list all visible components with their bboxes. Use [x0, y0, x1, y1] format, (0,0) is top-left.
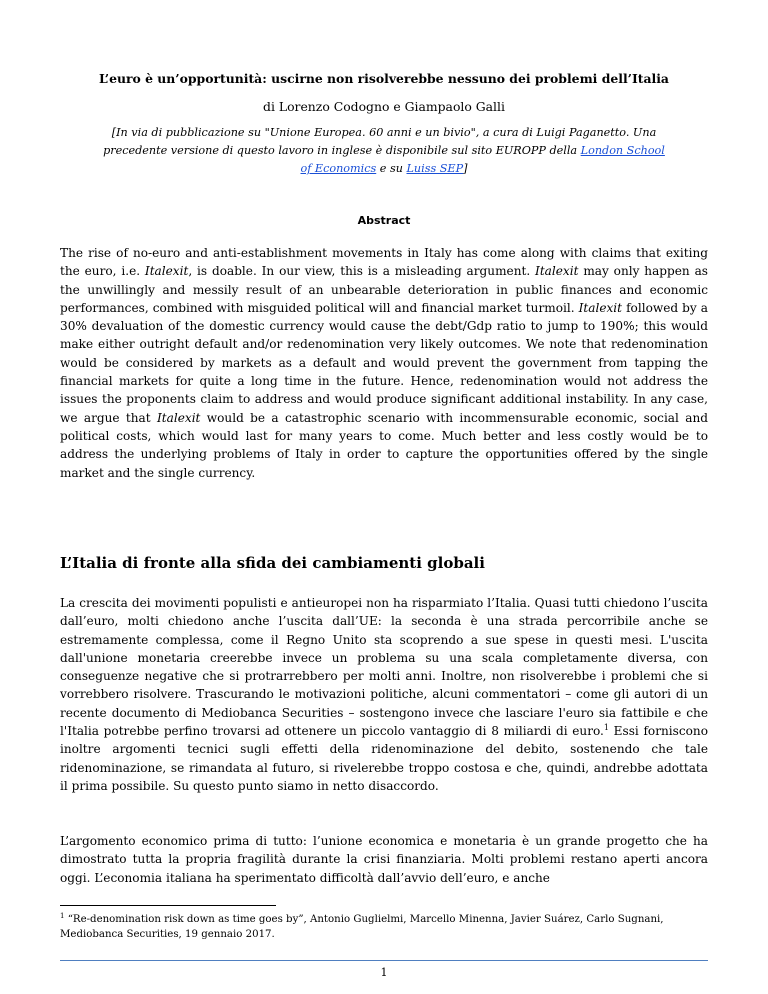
abstract-text: The rise of no-euro and anti-establishment movements in Italy has come along with claims that exiting the euro, i.e.: [60, 246, 708, 279]
body-paragraph: L’argomento economico prima di tutto: l’unione economica e monetaria è un grande progetto che ha dimostrato tutta la propria fragilità durante la crisi finanziaria. Molti problemi restano aperti ancora oggi. L’economia italiana ha sperimentato difficoltà dall’avvio dell’euro, e anche: [60, 834, 708, 885]
publication-note-text: ]: [463, 162, 468, 175]
luiss-sep-link[interactable]: Luiss SEP: [406, 162, 464, 175]
section-heading: L’Italia di fronte alla sfida dei cambiamenti globali: [60, 554, 485, 572]
page-footer-divider: [60, 960, 708, 961]
abstract-emphasis: Italexit: [578, 300, 623, 315]
document-authors: di Lorenzo Codogno e Giampaolo Galli: [263, 99, 505, 114]
publication-note-text: [In via di pubblicazione su "Unione Europea. 60 anni e un bivio", a cura di Luigi Paganetto. Una precedente versione di questo lavoro in inglese è disponibile sul sito EUROPP della: [103, 126, 657, 157]
abstract-text: would be a catastrophic scenario with incommensurable economic, social and political costs, which would last for many years to come. Much better and less costly would be to address the underlying problems of Italy in order to capture the opportunities offered by the single market and the single currency.: [60, 410, 708, 480]
abstract-emphasis: Italexit: [157, 410, 201, 425]
abstract-emphasis: Italexit: [144, 264, 189, 279]
footnote-divider: [60, 905, 276, 906]
abstract-text: may only happen as the unwillingly and messily result of an unbearable deterioration in public finances and economic performances, combined with misguided political will and financial market turmoil.: [60, 264, 708, 315]
footnote-reference[interactable]: 1: [603, 723, 609, 733]
body-text: Essi forniscono inoltre argomenti tecnici sugli effetti della ridenominazione del debito, sostenendo che tale ridenominazione, se rimandata al futuro, si rivelerebbe troppo costosa e che, quindi, andrebbe adottata il prima possibile. Su questo punto siamo in netto disaccordo.: [60, 724, 708, 793]
footnote: [60, 912, 708, 942]
publication-note: [98, 124, 670, 178]
footnote-text: “Re-denomination risk down as time goes by”, Antonio Guglielmi, Marcello Minenna, Javier Suárez, Carlo Sugnani, Mediobanca Securities, 19 gennaio 2017.: [60, 914, 664, 940]
publication-note-text: e su: [376, 162, 407, 175]
abstract-paragraph: [60, 244, 708, 482]
document-title: L’euro è un’opportunità: uscirne non risolverebbe nessuno dei problemi dell’Italia: [99, 71, 669, 86]
body-text: La crescita dei movimenti populisti e antieuropei non ha risparmiato l’Italia. Quasi tutti chiedono l’uscita dall’euro, molti chiedono anche l’uscita dall’UE: la seconda è una strada percorribile anche se estremamente complessa, come il Regno Unito sta scoprendo a sue spese in questi mesi. L'uscita dall'unione monetaria creerebbe invece un problema su una scala completamente diversa, con conseguenze negative che si protrarrebbero per molti anni. Inoltre, non risolverebbe i problemi che si vorrebbero risolvere. Trascurando le motivazioni politiche, alcuni commentatori – come gli autori di un recente documento di Mediobanca Securities – sostengono invece che lasciare l'euro sia fattibile e che l'Italia potrebbe perfino trovarsi ad ottenere un piccolo vantaggio di 8 miliardi di euro.: [60, 596, 708, 739]
abstract-heading: Abstract: [357, 214, 411, 227]
abstract-text: , is doable. In our view, this is a misleading argument.: [188, 264, 536, 279]
abstract-text: followed by a 30% devaluation of the domestic currency would cause the debt/Gdp ratio to jump to 190%; this would make either outright default and/or redenomination very likely outcomes. We note that redenomination would be considered by markets as a default and would prevent the government from tapping the financial markets for quite a long time in the future. Hence, redenomination would not address the issues the proponents claim to address and would produce significant additional instability. In any case, we argue that: [60, 300, 708, 425]
footnote-mark: 1: [60, 912, 65, 920]
page-number: 1: [380, 966, 388, 979]
body-paragraph: [60, 594, 708, 795]
lse-link[interactable]: London School of Economics: [300, 144, 665, 175]
abstract-emphasis: Italexit: [535, 264, 579, 279]
